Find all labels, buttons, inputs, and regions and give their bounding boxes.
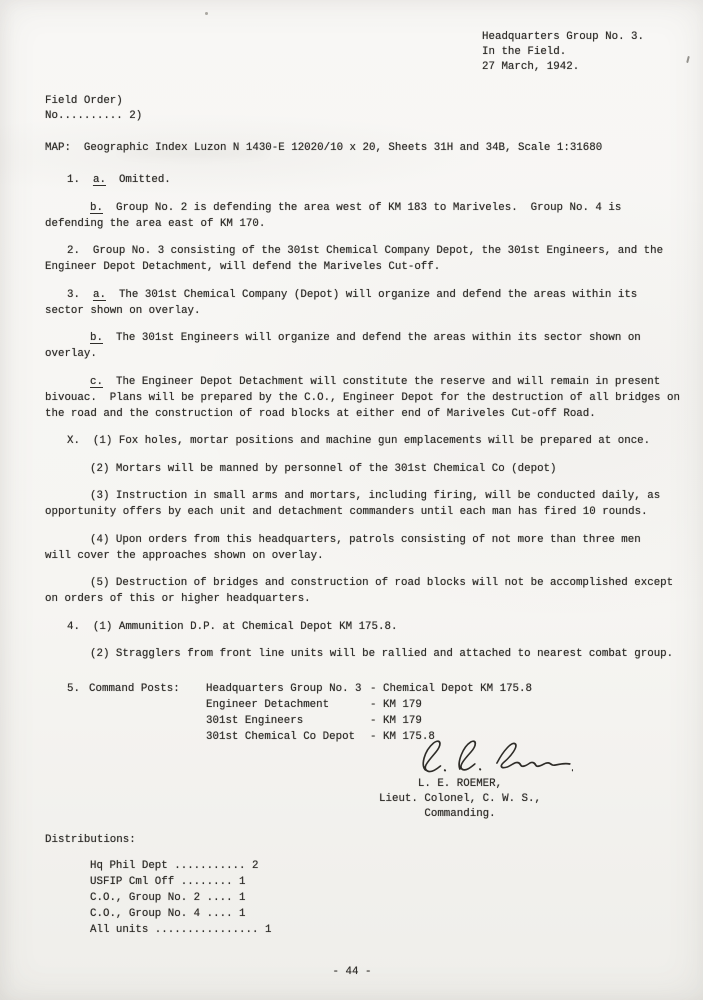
signatory-title: Commanding. <box>424 808 496 820</box>
distributions-list <box>90 858 659 938</box>
distribution-item: C.O., Group No. 2 .... 1 <box>90 892 246 904</box>
letterhead-place: In the Field. <box>482 46 567 58</box>
paragraph-x2: (2) Mortars will be manned by personnel of the 301st Chemical Co (depot) <box>90 462 557 475</box>
command-posts-row: 301st Engineers - KM 179 <box>206 715 422 727</box>
command-posts-row: 301st Chemical Co Depot - KM 175.8 <box>206 731 435 743</box>
paragraph-1a: 1. a. Omitted. <box>67 174 171 186</box>
para-letter: c. <box>90 375 103 388</box>
paragraph-4-1: 4. (1) Ammunition D.P. at Chemical Depot KM 175.8. <box>67 620 398 633</box>
para-number: 5. <box>67 683 80 695</box>
command-posts-row: 5. Command Posts: Headquarters Group No. 3 - Chemical Depot KM 175.8 <box>67 683 532 695</box>
paragraph-x4: (4) Upon orders from this headquarters, patrols consisting of not more than three men will cover the approaches shown on overlay. <box>45 533 641 562</box>
distribution-item: USFIP Cml Off ........ 1 <box>90 876 246 888</box>
scan-speck <box>205 12 208 15</box>
paragraph-2: 2. Group No. 3 consisting of the 301st Chemical Company Depot, the 301st Engineers, and the Engineer Depot Detachment, will defend the Mariveles Cut-off. <box>45 245 664 273</box>
para-number: 1. <box>67 174 80 186</box>
paragraph-1b: b. Group No. 2 is defending the area west of KM 183 to Mariveles. Group No. 4 is defending the area east of KM 170. <box>45 201 622 230</box>
letterhead <box>482 30 659 75</box>
letterhead-unit: Headquarters Group No. 3. <box>482 31 644 43</box>
paragraph-x3: (3) Instruction in small arms and mortars, including firing, will be conducted daily, as opportunity offers by each unit and detachment commanders until each man has fired 10 rounds. <box>45 490 661 518</box>
field-order-block <box>45 94 659 124</box>
order-body <box>45 172 680 662</box>
field-order-number: No.......... 2) <box>45 110 143 122</box>
paragraph-3b: b. The 301st Engineers will organize and defend the areas within its sector shown on overlay. <box>45 332 641 360</box>
para-letter: a. <box>92 174 106 186</box>
para-letter: a. <box>92 288 106 301</box>
distributions-section <box>45 832 659 938</box>
para-letter: b. <box>90 332 103 344</box>
paragraph-x5: (5) Destruction of bridges and construction of road blocks will not be accomplished except on orders of this or higher headquarters. <box>45 577 674 605</box>
signature-block <box>345 735 575 822</box>
field-order-line: Field Order) <box>45 95 123 107</box>
scan-mark <box>686 56 690 63</box>
distributions-heading: Distributions: <box>45 834 136 846</box>
distribution-item: Hq Phil Dept ........... 2 <box>90 860 259 872</box>
paragraph-3c: c. The Engineer Depot Detachment will constitute the reserve and will remain in present bivouac. Plans will be prepared by the C.O., Engineer Depot for the destruction of all bridges on the road and the construction of road blocks at either end of Mariveles Cut-off Road. <box>45 375 680 420</box>
scan-smudge <box>118 148 268 158</box>
distribution-item: All units ................ 1 <box>90 924 272 936</box>
distribution-item: C.O., Group No. 4 .... 1 <box>90 908 246 920</box>
para-letter: b. <box>90 201 103 214</box>
paragraph-4-2: (2) Stragglers from front line units will be rallied and attached to nearest combat group. <box>90 648 674 660</box>
command-posts-row: Engineer Detachment - KM 179 <box>206 699 422 711</box>
map-reference: MAP: Geographic Index Luzon N 1430-E 12020/10 x 20, Sheets 31H and 34B, Scale 1:31680 <box>45 142 603 154</box>
command-posts-label: Command Posts: <box>89 683 180 695</box>
letterhead-date: 27 March, 1942. <box>482 61 580 73</box>
page-number: - 44 - <box>332 966 372 978</box>
paragraph-3a: 3. a. The 301st Chemical Company (Depot) will organize and defend the areas within its sector shown on overlay. <box>45 288 638 317</box>
paragraph-x1: X. (1) Fox holes, mortar positions and machine gun emplacements will be prepared at once. <box>67 435 651 447</box>
signatory-name: L. E. ROEMER, <box>417 778 503 790</box>
para-number: 3. <box>67 288 80 301</box>
signatory-rank: Lieut. Colonel, C. W. S., <box>379 793 541 805</box>
handwritten-signature <box>408 735 573 777</box>
